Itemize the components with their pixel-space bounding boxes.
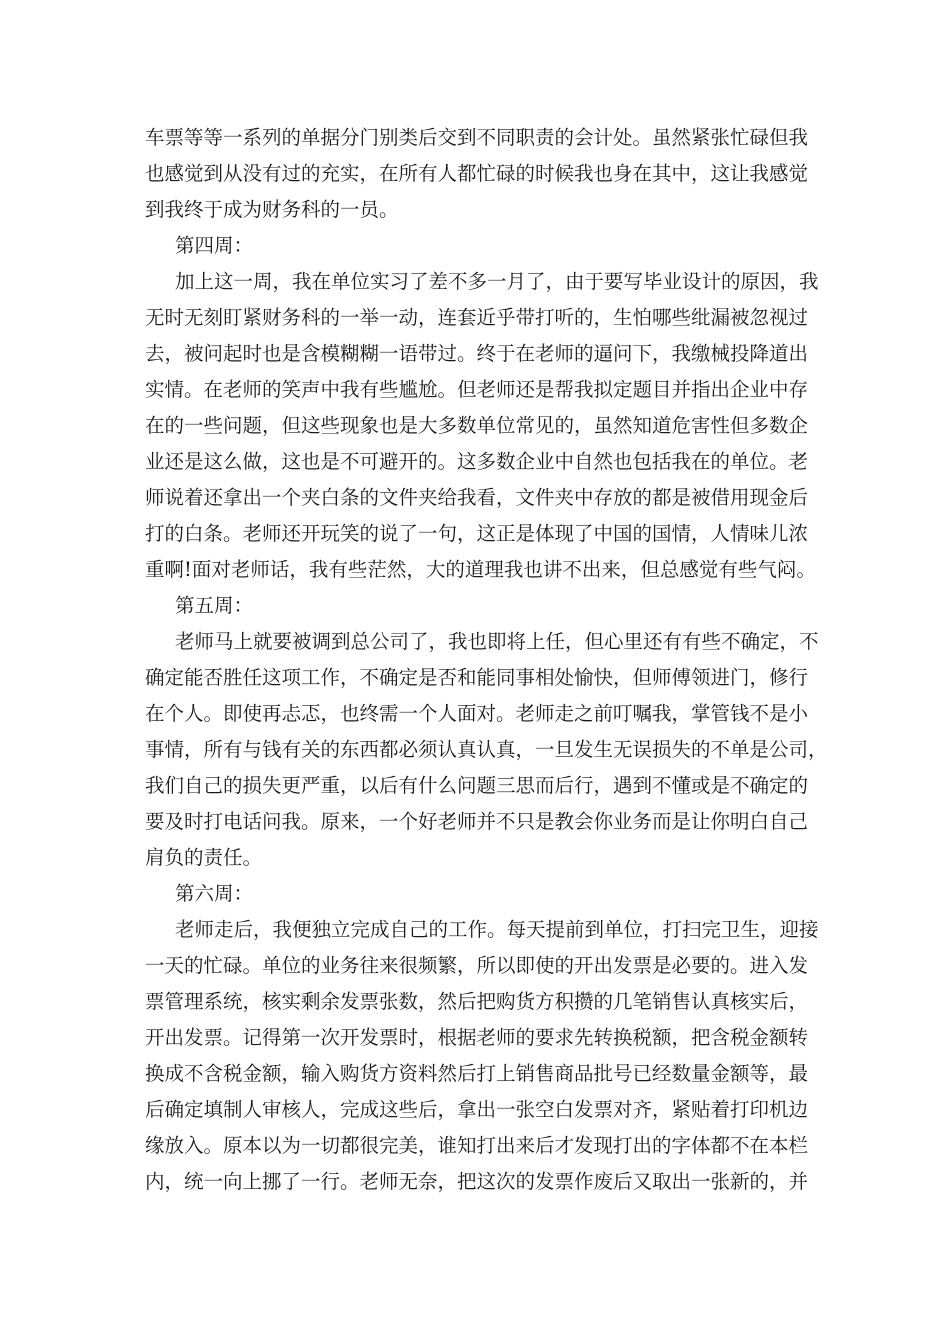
text-line: 换成不含税金额，输入购货方资料然后打上销售商品批号已经数量金额等，最 (145, 1062, 809, 1085)
text-line: 在的一些问题，但这些现象也是大多数单位常见的，虽然知道危害性但多数企 (145, 414, 809, 437)
text-line: 开出发票。记得第一次开发票时，根据老师的要求先转换税额，把含税金额转 (145, 1026, 809, 1049)
text-line: 缘放入。原本以为一切都很完美，谁知打出来后才发现打出的字体都不在本栏 (145, 1134, 809, 1157)
section-heading-week6: 第六周： (175, 882, 254, 905)
text-line: 内，统一向上挪了一行。老师无奈，把这次的发票作废后又取出一张新的，并 (145, 1170, 809, 1193)
text-line: 也感觉到从没有过的充实，在所有人都忙碌的时候我也身在其中，这让我感觉 (145, 162, 809, 185)
text-line: 一天的忙碌。单位的业务往来很频繁，所以即使的开出发票是必要的。进入发 (145, 954, 809, 977)
text-line: 业还是这么做，这也是不可避开的。这多数企业中自然也包括我在的单位。老 (145, 450, 809, 473)
text-line: 确定能否胜任这项工作，不确定是否和能同事相处愉快，但师傅领进门，修行 (145, 666, 809, 689)
text-line: 车票等等一系列的单据分门别类后交到不同职责的会计处。虽然紧张忙碌但我 (145, 126, 809, 149)
text-line: 肩负的责任。 (145, 846, 263, 869)
text-line: 票管理系统，核实剩余发票张数，然后把购货方积攒的几笔销售认真核实后， (145, 990, 809, 1013)
text-line: 我们自己的损失更严重，以后有什么问题三思而后行，遇到不懂或是不确定的 (145, 774, 809, 797)
text-line: 师说着还拿出一个夹白条的文件夹给我看，文件夹中存放的都是被借用现金后 (145, 486, 809, 509)
text-line: 要及时打电话问我。原来，一个好老师并不只是教会你业务而是让你明白自己 (145, 810, 809, 833)
text-line: 去，被问起时也是含模糊糊一语带过。终于在老师的逼问下，我缴械投降道出 (145, 342, 809, 365)
text-line: 老师马上就要被调到总公司了，我也即将上任，但心里还有有些不确定，不 (175, 630, 819, 653)
text-line: 到我终于成为财务科的一员。 (145, 198, 399, 221)
text-line: 实情。在老师的笑声中我有些尴尬。但老师还是帮我拟定题目并指出企业中存 (145, 378, 809, 401)
text-line: 事情，所有与钱有关的东西都必须认真认真，一旦发生无误损失的不单是公司， (145, 738, 828, 761)
text-line: 无时无刻盯紧财务科的一举一动，连套近乎带打听的，生怕哪些纰漏被忽视过 (145, 306, 809, 329)
section-heading-week5: 第五周： (175, 594, 254, 617)
text-line: 在个人。即使再忐忑，也终需一个人面对。老师走之前叮嘱我，掌管钱不是小 (145, 702, 809, 725)
text-line: 重啊!面对老师话，我有些茫然，大的道理我也讲不出来，但总感觉有些气闷。 (145, 558, 816, 581)
text-line: 打的白条。老师还开玩笑的说了一句，这正是体现了中国的国情，人情味儿浓 (145, 522, 809, 545)
text-line: 后确定填制人审核人，完成这些后，拿出一张空白发票对齐，紧贴着打印机边 (145, 1098, 809, 1121)
text-line: 老师走后，我便独立完成自己的工作。每天提前到单位，打扫完卫生，迎接 (175, 918, 819, 941)
section-heading-week4: 第四周： (175, 234, 254, 257)
text-line: 加上这一周，我在单位实习了差不多一月了，由于要写毕业设计的原因，我 (175, 270, 819, 293)
